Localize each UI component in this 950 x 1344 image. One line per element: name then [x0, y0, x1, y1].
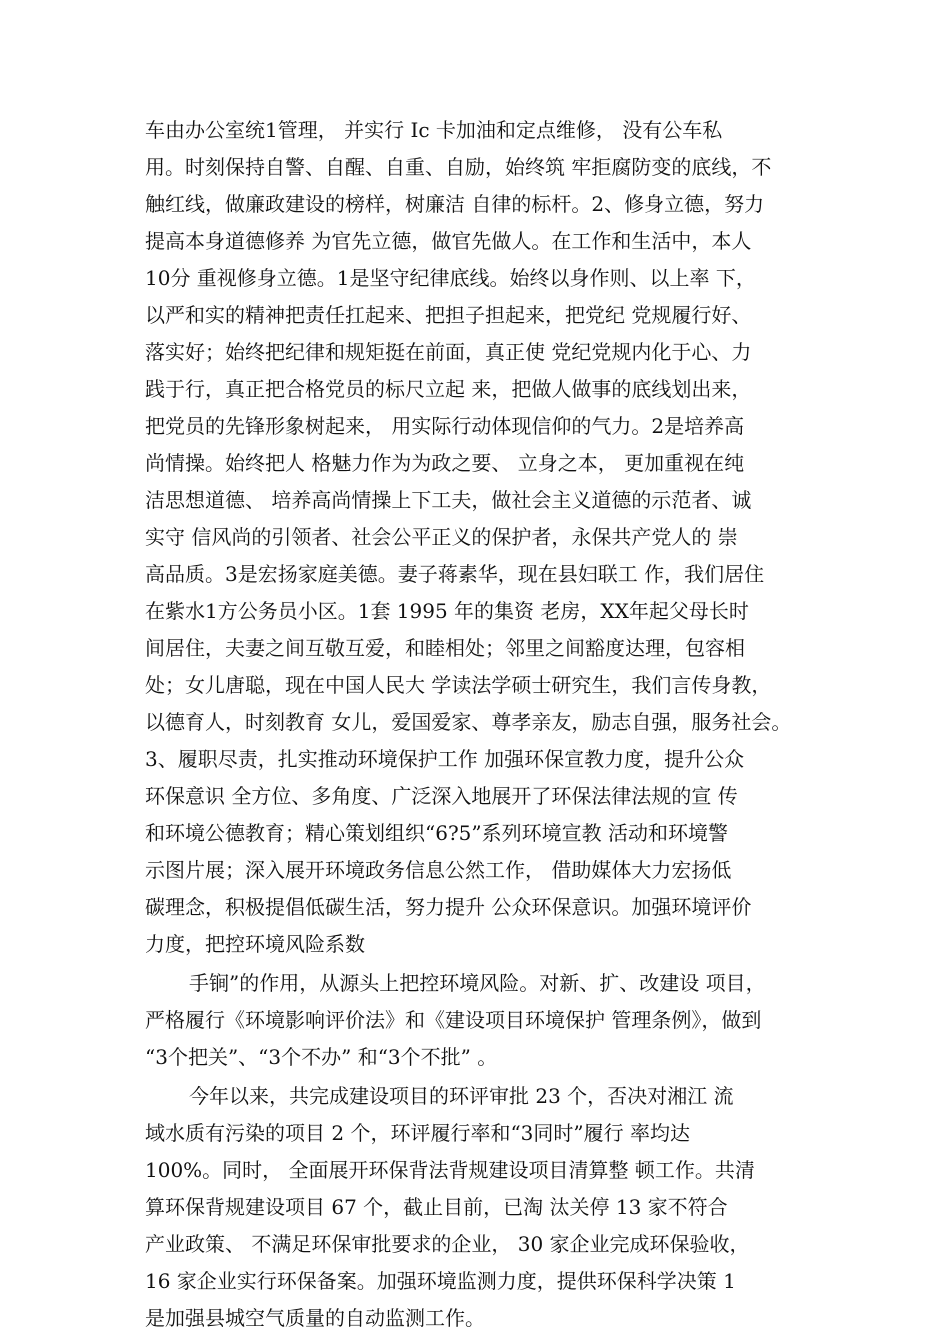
- text-line: 产业政策、 不满足环保审批要求的企业， 30 家企业完成环保验收，: [145, 1232, 750, 1256]
- text-line: 洁思想道德、 培养高尚情操上下工夫，做社会主义道德的示范者、诚: [145, 488, 752, 512]
- text-line: 以德育人，时刻教育 女儿，爱国爱家、尊孝亲友，励志自强，服务社会。: [145, 710, 792, 734]
- text-line: 示图片展；深入展开环境政务信息公然工作， 借助媒体大力宏扬低: [145, 858, 732, 882]
- text-line: 3、履职尽责，扎实推动环境保护工作 加强环保宣教力度，提升公众: [145, 747, 745, 771]
- text-line: 力度，把控环境风险系数: [145, 932, 365, 956]
- text-line: 实守 信风尚的引领者、社会公平正义的保护者，永保共产党人的 崇: [145, 525, 738, 549]
- paragraph-3: [145, 1078, 817, 1337]
- text-line: 以严和实的精神把责任扛起来、把担子担起来，把党纪 党规履行好、: [145, 303, 752, 327]
- text-line: 是加强县城空气质量的自动监测工作。: [145, 1306, 485, 1330]
- text-line: 尚情操。始终把人 格魅力作为为政之要、 立身之本， 更加重视在纯: [145, 451, 745, 475]
- text-line: 16 家企业实行环保备案。加强环境监测力度，提供环保科学决策 1: [145, 1269, 736, 1293]
- text-line: 用。时刻保持自警、自醒、自重、自励，始终筑 牢拒腐防变的底线，不: [145, 155, 772, 179]
- text-line: 触红线，做廉政建设的榜样，树廉洁 自律的标杆。2、修身立德，努力: [145, 192, 765, 216]
- text-line: 严格履行《环境影响评价法》和《建设项目环境保护 管理条例》，做到: [145, 1008, 762, 1032]
- text-line: 100%。同时， 全面展开环保背法背规建设项目清算整 顿工作。共清: [145, 1158, 755, 1182]
- text-line: 环保意识 全方位、多角度、广泛深入地展开了环保法律法规的宣 传: [145, 784, 738, 808]
- text-line: 今年以来，共完成建设项目的环评审批 23 个，否决对湘江 流: [189, 1084, 734, 1108]
- paragraph-2: [145, 965, 817, 1076]
- paragraph-1: [145, 112, 817, 963]
- text-line: 落实好；始终把纪律和规矩挺在前面，真正使 党纪党规内化于心、力: [145, 340, 752, 364]
- text-line: 践于行，真正把合格党员的标尺立起 来，把做人做事的底线划出来，: [145, 377, 752, 401]
- text-line: 间居住，夫妻之间互敬互爱，和睦相处；邻里之间豁度达理，包容相: [145, 636, 745, 660]
- text-line: 手锏”的作用，从源头上把控环境风险。对新、扩、改建设 项目，: [189, 971, 766, 995]
- text-line: “3个把关”、“3个不办” 和“3个不批” 。: [145, 1045, 498, 1069]
- text-line: 碳理念，积极提倡低碳生活，努力提升 公众环保意识。加强环境评价: [145, 895, 752, 919]
- text-line: 在紫水1方公务员小区。1套 1995 年的集资 老房，XX年起父母长时: [145, 599, 749, 623]
- text-line: 提高本身道德修养 为官先立德，做官先做人。在工作和生活中，本人: [145, 229, 752, 253]
- text-line: 10分 重视修身立德。1是坚守纪律底线。始终以身作则、以上率 下，: [145, 266, 756, 290]
- document-body: [145, 112, 817, 1337]
- text-line: 域水质有污染的项目 2 个，环评履行率和“3同时”履行 率均达: [145, 1121, 690, 1145]
- text-line: 和环境公德教育；精心策划组织“6?5”系列环境宣教 活动和环境警: [145, 821, 728, 845]
- text-line: 算环保背规建设项目 67 个，截止目前，已淘 汰关停 13 家不符合: [145, 1195, 728, 1219]
- text-line: 车由办公室统1管理， 并实行 Ic 卡加油和定点维修， 没有公车私: [145, 118, 723, 142]
- text-line: 高品质。3是宏扬家庭美德。妻子蒋素华，现在县妇联工 作，我们居住: [145, 562, 765, 586]
- text-line: 把党员的先锋形象树起来， 用实际行动体现信仰的气力。2是培养高: [145, 414, 745, 438]
- text-line: 处；女儿唐聪，现在中国人民大 学读法学硕士研究生，我们言传身教，: [145, 673, 772, 697]
